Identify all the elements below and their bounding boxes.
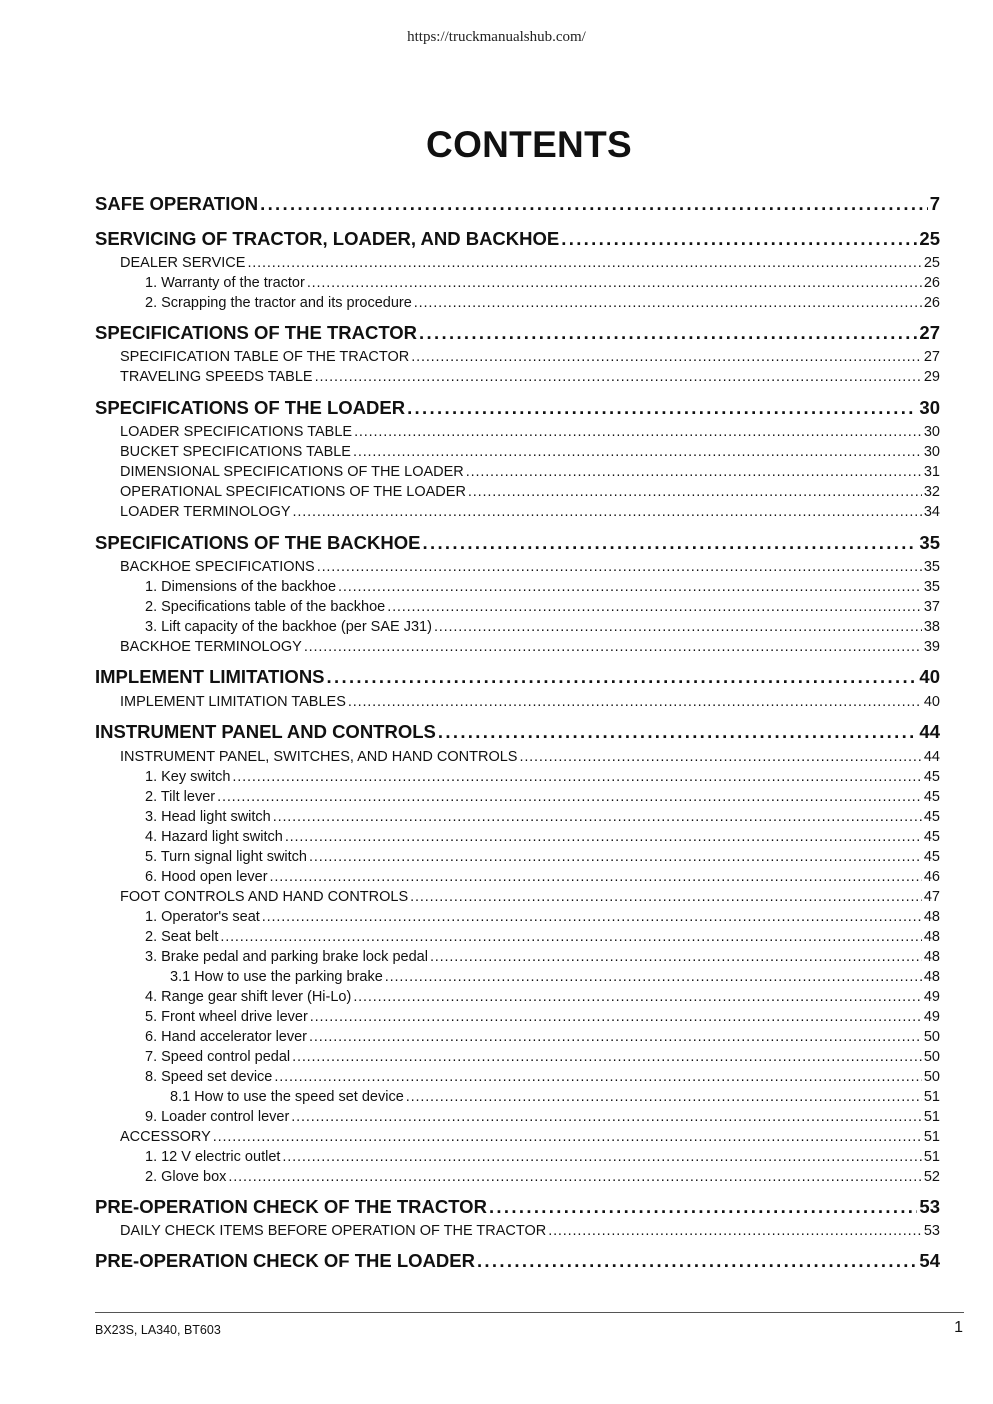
toc-entry-label: TRAVELING SPEEDS TABLE bbox=[120, 369, 313, 385]
toc-section-entry[interactable] bbox=[95, 1250, 940, 1272]
toc-entry-label: SERVICING OF TRACTOR, LOADER, AND BACKHOE bbox=[95, 228, 560, 249]
toc-entry-label: SPECIFICATIONS OF THE LOADER bbox=[95, 397, 406, 418]
toc-entry-label: 3. Lift capacity of the backhoe (per SAE J31) bbox=[145, 619, 432, 635]
toc-entry-page-number: 45 bbox=[923, 789, 940, 805]
toc-section-entry[interactable] bbox=[95, 532, 940, 554]
toc-entry-page-number: 51 bbox=[923, 1089, 940, 1105]
toc-entry[interactable] bbox=[145, 989, 940, 1005]
toc-entry-label: 4. Range gear shift lever (Hi-Lo) bbox=[145, 989, 352, 1005]
dot-leader bbox=[247, 255, 921, 271]
toc-section-entry[interactable] bbox=[95, 721, 940, 743]
toc-entry-label: PRE-OPERATION CHECK OF THE TRACTOR bbox=[95, 1196, 487, 1217]
toc-entry-label: FOOT CONTROLS AND HAND CONTROLS bbox=[120, 889, 409, 905]
toc-entry-page-number: 7 bbox=[929, 193, 940, 214]
toc-entry-page-number: 45 bbox=[923, 849, 940, 865]
toc-entry[interactable] bbox=[145, 275, 940, 291]
toc-entry[interactable] bbox=[145, 1109, 940, 1125]
dot-leader bbox=[213, 1129, 922, 1145]
toc-entry[interactable] bbox=[120, 504, 940, 520]
dot-leader bbox=[548, 1223, 922, 1239]
toc-entry-label: LOADER SPECIFICATIONS TABLE bbox=[120, 424, 353, 440]
toc-entry-page-number: 27 bbox=[919, 322, 940, 343]
toc-entry-label: ACCESSORY bbox=[120, 1129, 211, 1145]
toc-entry[interactable] bbox=[145, 599, 940, 615]
toc-entry-label: 4. Hazard light switch bbox=[145, 829, 283, 845]
dot-leader bbox=[232, 769, 921, 785]
toc-entry-label: IMPLEMENT LIMITATION TABLES bbox=[120, 694, 346, 710]
dot-leader bbox=[310, 1009, 922, 1025]
toc-section-entry[interactable] bbox=[95, 666, 940, 688]
toc-entry-label: 2. Seat belt bbox=[145, 929, 219, 945]
toc-entry-page-number: 30 bbox=[923, 424, 940, 440]
toc-entry-label: 7. Speed control pedal bbox=[145, 1049, 291, 1065]
footer-model-numbers: BX23S, LA340, BT603 bbox=[95, 1323, 221, 1337]
toc-entry[interactable] bbox=[145, 949, 940, 965]
toc-entry-page-number: 54 bbox=[919, 1250, 940, 1271]
dot-leader bbox=[406, 1089, 922, 1105]
toc-entry[interactable] bbox=[170, 1089, 940, 1105]
toc-entry-page-number: 29 bbox=[923, 369, 940, 385]
dot-leader bbox=[468, 484, 922, 500]
toc-entry[interactable] bbox=[120, 889, 940, 905]
toc-entry[interactable] bbox=[145, 849, 940, 865]
dot-leader bbox=[410, 889, 922, 905]
toc-entry-page-number: 48 bbox=[923, 949, 940, 965]
toc-entry-page-number: 50 bbox=[923, 1069, 940, 1085]
toc-entry-page-number: 49 bbox=[923, 989, 940, 1005]
toc-entry-page-number: 53 bbox=[923, 1223, 940, 1239]
toc-entry-label: BUCKET SPECIFICATIONS TABLE bbox=[120, 444, 351, 460]
toc-entry-page-number: 32 bbox=[923, 484, 940, 500]
toc-entry-label: LOADER TERMINOLOGY bbox=[120, 504, 291, 520]
dot-leader bbox=[466, 464, 922, 480]
toc-entry[interactable] bbox=[145, 789, 940, 805]
toc-entry[interactable] bbox=[145, 769, 940, 785]
footer-page-number: 1 bbox=[954, 1319, 963, 1336]
toc-entry-page-number: 26 bbox=[923, 295, 940, 311]
toc-entry[interactable] bbox=[120, 464, 940, 480]
toc-entry-label: 8.1 How to use the speed set device bbox=[170, 1089, 404, 1105]
dot-leader bbox=[262, 909, 922, 925]
toc-entry[interactable] bbox=[145, 829, 940, 845]
toc-entry[interactable] bbox=[145, 929, 940, 945]
dot-leader bbox=[293, 504, 922, 520]
toc-entry-page-number: 47 bbox=[923, 889, 940, 905]
toc-entry[interactable] bbox=[170, 969, 940, 985]
dot-leader bbox=[282, 1149, 921, 1165]
toc-entry-page-number: 51 bbox=[923, 1109, 940, 1125]
toc-entry-label: SPECIFICATIONS OF THE BACKHOE bbox=[95, 532, 421, 553]
toc-entry-label: 1. 12 V electric outlet bbox=[145, 1149, 281, 1165]
toc-entry-label: 1. Dimensions of the backhoe bbox=[145, 579, 337, 595]
dot-leader bbox=[260, 193, 928, 215]
dot-leader bbox=[354, 424, 922, 440]
toc-entry-page-number: 26 bbox=[923, 275, 940, 291]
toc-entry-page-number: 48 bbox=[923, 929, 940, 945]
toc-entry[interactable] bbox=[145, 1049, 940, 1065]
toc-entry-label: 2. Glove box bbox=[145, 1169, 227, 1185]
toc-entry-page-number: 39 bbox=[923, 639, 940, 655]
toc-entry-label: DIMENSIONAL SPECIFICATIONS OF THE LOADER bbox=[120, 464, 464, 480]
toc-entry-page-number: 51 bbox=[923, 1149, 940, 1165]
toc-entry-page-number: 31 bbox=[923, 464, 940, 480]
toc-entry-page-number: 34 bbox=[923, 504, 940, 520]
toc-entry-page-number: 35 bbox=[923, 579, 940, 595]
toc-entry[interactable] bbox=[120, 559, 940, 575]
toc-entry-page-number: 49 bbox=[923, 1009, 940, 1025]
toc-entry[interactable] bbox=[120, 484, 940, 500]
toc-entry-label: SAFE OPERATION bbox=[95, 193, 259, 214]
dot-leader bbox=[434, 619, 922, 635]
toc-entry-page-number: 50 bbox=[923, 1029, 940, 1045]
toc-entry[interactable] bbox=[120, 749, 940, 765]
toc-entry-label: 1. Key switch bbox=[145, 769, 231, 785]
dot-leader bbox=[307, 275, 922, 291]
toc-entry-page-number: 52 bbox=[923, 1169, 940, 1185]
toc-entry-page-number: 37 bbox=[923, 599, 940, 615]
dot-leader bbox=[309, 849, 922, 865]
toc-entry-label: INSTRUMENT PANEL, SWITCHES, AND HAND CONTROLS bbox=[120, 749, 518, 765]
dot-leader bbox=[519, 749, 921, 765]
toc-entry-label: 3.1 How to use the parking brake bbox=[170, 969, 383, 985]
toc-entry-label: 8. Speed set device bbox=[145, 1069, 273, 1085]
dot-leader bbox=[353, 989, 922, 1005]
dot-leader bbox=[317, 559, 922, 575]
toc-entry-page-number: 30 bbox=[919, 397, 940, 418]
dot-leader bbox=[273, 809, 922, 825]
toc-entry-page-number: 53 bbox=[919, 1196, 940, 1217]
toc-entry-label: SPECIFICATIONS OF THE TRACTOR bbox=[95, 322, 418, 343]
toc-entry-page-number: 25 bbox=[923, 255, 940, 271]
dot-leader bbox=[217, 789, 922, 805]
toc-entry-label: 9. Loader control lever bbox=[145, 1109, 290, 1125]
dot-leader bbox=[228, 1169, 921, 1185]
dot-leader bbox=[309, 1029, 922, 1045]
toc-entry[interactable] bbox=[120, 369, 940, 385]
toc-entry-label: 5. Turn signal light switch bbox=[145, 849, 307, 865]
dot-leader bbox=[477, 1250, 917, 1272]
toc-entry-label: SPECIFICATION TABLE OF THE TRACTOR bbox=[120, 349, 410, 365]
dot-leader bbox=[327, 666, 918, 688]
dot-leader bbox=[438, 721, 918, 743]
toc-entry[interactable] bbox=[145, 619, 940, 635]
toc-entry-page-number: 25 bbox=[919, 228, 940, 249]
dot-leader bbox=[430, 949, 922, 965]
toc-entry[interactable] bbox=[145, 1029, 940, 1045]
dot-leader bbox=[561, 228, 917, 250]
dot-leader bbox=[338, 579, 922, 595]
dot-leader bbox=[285, 829, 922, 845]
dot-leader bbox=[419, 322, 917, 344]
toc-entry-page-number: 35 bbox=[923, 559, 940, 575]
toc-entry[interactable] bbox=[120, 639, 940, 655]
toc-entry-label: 5. Front wheel drive lever bbox=[145, 1009, 308, 1025]
toc-entry-page-number: 45 bbox=[923, 769, 940, 785]
toc-entry[interactable] bbox=[145, 579, 940, 595]
toc-entry[interactable] bbox=[120, 444, 940, 460]
toc-entry[interactable] bbox=[145, 1149, 940, 1165]
toc-entry-label: DAILY CHECK ITEMS BEFORE OPERATION OF THE TRACTOR bbox=[120, 1223, 547, 1239]
toc-entry-label: DEALER SERVICE bbox=[120, 255, 246, 271]
dot-leader bbox=[348, 694, 922, 710]
toc-entry-page-number: 48 bbox=[923, 909, 940, 925]
toc-entry-label: 2. Specifications table of the backhoe bbox=[145, 599, 386, 615]
toc-entry-page-number: 50 bbox=[923, 1049, 940, 1065]
toc-entry-page-number: 44 bbox=[923, 749, 940, 765]
dot-leader bbox=[414, 295, 922, 311]
toc-entry-label: OPERATIONAL SPECIFICATIONS OF THE LOADER bbox=[120, 484, 466, 500]
source-url[interactable]: https://truckmanualshub.com/ bbox=[407, 29, 586, 45]
toc-entry-label: BACKHOE TERMINOLOGY bbox=[120, 639, 302, 655]
dot-leader bbox=[422, 532, 917, 554]
toc-entry-label: IMPLEMENT LIMITATIONS bbox=[95, 666, 325, 687]
toc-entry-page-number: 46 bbox=[923, 869, 940, 885]
toc-entry[interactable] bbox=[120, 694, 940, 710]
dot-leader bbox=[407, 397, 917, 419]
toc-section-entry[interactable] bbox=[95, 397, 940, 419]
toc-section-entry[interactable] bbox=[95, 322, 940, 344]
dot-leader bbox=[353, 444, 922, 460]
toc-entry[interactable] bbox=[120, 255, 940, 271]
toc-entry-page-number: 30 bbox=[923, 444, 940, 460]
toc-entry-page-number: 48 bbox=[923, 969, 940, 985]
dot-leader bbox=[304, 639, 922, 655]
toc-entry[interactable] bbox=[145, 1069, 940, 1085]
page-title: CONTENTS bbox=[426, 124, 632, 165]
dot-leader bbox=[411, 349, 922, 365]
dot-leader bbox=[292, 1049, 922, 1065]
toc-entry-page-number: 35 bbox=[919, 532, 940, 553]
dot-leader bbox=[220, 929, 922, 945]
toc-entry[interactable] bbox=[120, 349, 940, 365]
toc-entry[interactable] bbox=[145, 869, 940, 885]
toc-entry-page-number: 45 bbox=[923, 809, 940, 825]
toc-entry-label: 1. Warranty of the tractor bbox=[145, 275, 305, 291]
toc-entry[interactable] bbox=[145, 909, 940, 925]
toc-section-entry[interactable] bbox=[95, 228, 940, 250]
dot-leader bbox=[385, 969, 922, 985]
toc-entry[interactable] bbox=[145, 1169, 940, 1185]
toc-entry-page-number: 45 bbox=[923, 829, 940, 845]
toc-entry[interactable] bbox=[145, 1009, 940, 1025]
dot-leader bbox=[387, 599, 922, 615]
toc-entry[interactable] bbox=[145, 295, 940, 311]
toc-entry-label: PRE-OPERATION CHECK OF THE LOADER bbox=[95, 1250, 475, 1271]
dot-leader bbox=[291, 1109, 922, 1125]
toc-entry-label: BACKHOE SPECIFICATIONS bbox=[120, 559, 315, 575]
toc-section-entry[interactable] bbox=[95, 193, 940, 215]
toc-entry-page-number: 40 bbox=[923, 694, 940, 710]
toc-entry-page-number: 27 bbox=[923, 349, 940, 365]
footer-divider bbox=[95, 1312, 964, 1313]
toc-entry[interactable] bbox=[145, 809, 940, 825]
toc-entry-label: 3. Brake pedal and parking brake lock pedal bbox=[145, 949, 428, 965]
toc-entry-page-number: 38 bbox=[923, 619, 940, 635]
toc-entry-label: 1. Operator's seat bbox=[145, 909, 260, 925]
dot-leader bbox=[489, 1196, 917, 1218]
toc-entry[interactable] bbox=[120, 1129, 940, 1145]
dot-leader bbox=[274, 1069, 921, 1085]
toc-entry-page-number: 44 bbox=[919, 721, 940, 742]
toc-entry[interactable] bbox=[120, 424, 940, 440]
dot-leader bbox=[315, 369, 922, 385]
toc-entry-label: 2. Tilt lever bbox=[145, 789, 216, 805]
toc-entry-label: 2. Scrapping the tractor and its procedure bbox=[145, 295, 412, 311]
toc-entry-label: 3. Head light switch bbox=[145, 809, 271, 825]
toc-section-entry[interactable] bbox=[95, 1196, 940, 1218]
toc-entry-label: 6. Hand accelerator lever bbox=[145, 1029, 307, 1045]
toc-entry-page-number: 40 bbox=[919, 666, 940, 687]
toc-entry-label: 6. Hood open lever bbox=[145, 869, 268, 885]
toc-entry-label: INSTRUMENT PANEL AND CONTROLS bbox=[95, 721, 436, 742]
toc-entry-page-number: 51 bbox=[923, 1129, 940, 1145]
toc-entry[interactable] bbox=[120, 1223, 940, 1239]
dot-leader bbox=[270, 869, 922, 885]
